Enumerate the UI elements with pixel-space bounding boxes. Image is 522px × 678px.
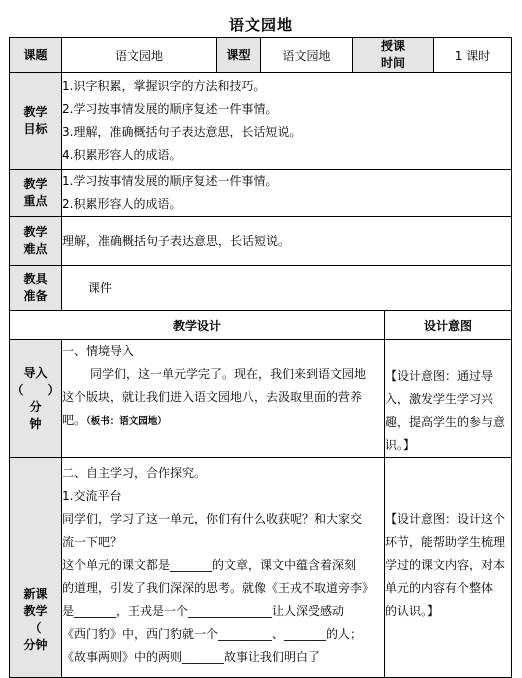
new-lesson-line: 流一下吧？: [62, 535, 123, 549]
focus-item: 2.积累形容人的成语。: [62, 197, 182, 211]
focus-item: 1.学习按事情发展的顺序复述一件事情。: [62, 174, 278, 188]
focus-label-line2: 重点: [23, 194, 48, 208]
tools-label-line1: 教具: [23, 272, 48, 286]
lesson-plan-table: [9, 37, 512, 678]
tools-label-line2: 准备: [23, 289, 48, 303]
new-lesson-row: [10, 458, 512, 678]
intro-line: 这个版块，就让我们进入语文园地八，去汲取里面的营养: [62, 390, 363, 404]
intro-intent-line: 【设计意图：通过导: [385, 369, 494, 383]
design-intent-header: 设计意图: [385, 311, 512, 340]
design-header-row: [10, 311, 512, 340]
new-lesson-intent-line: 的认识。】: [385, 604, 440, 618]
goal-item: 3.理解，准确概括句子表达意思，长话短说。: [62, 125, 302, 139]
new-lesson-intent-line: 环节，能帮助学生梳理: [385, 535, 506, 549]
focus-row: [10, 170, 512, 217]
intro-intent: [385, 340, 512, 458]
page-title: 语文园地: [228, 16, 293, 34]
new-lesson-intent: [385, 458, 512, 678]
period-label-line2: 时间: [381, 56, 406, 70]
intro-line-last: [62, 409, 384, 433]
new-lesson-label-line4: 分钟: [23, 638, 48, 652]
new-lesson-label-line2: 教学: [23, 604, 48, 618]
intro-label: [10, 340, 62, 458]
tools-text: 课件: [88, 280, 113, 295]
new-lesson-line: 《故事两则》中的两则_______故事让我们明白了: [62, 650, 321, 664]
intro-content: [62, 340, 385, 458]
difficulty-label: [10, 217, 62, 266]
period-value: 1 课时: [434, 38, 512, 73]
course-label: 课题: [10, 38, 62, 73]
period-label: [353, 38, 434, 73]
goals-label-line1: 教学: [23, 105, 48, 119]
goals-label: [10, 73, 62, 170]
new-lesson-line: 是_______，王戎是一个______________让人深受感动: [62, 604, 345, 618]
difficulty-row: [10, 217, 512, 266]
new-lesson-line: 同学们，学习了这一单元，你们有什么收获呢？和大家交: [62, 512, 363, 526]
new-lesson-intent-line: 单元的内容有个整体: [385, 581, 494, 595]
new-lesson-line: 这个单元的课文都是_______的文章，课文中蕴含着深刻: [62, 558, 357, 572]
goals-content: [62, 73, 512, 170]
focus-label: [10, 170, 62, 217]
tools-row: [10, 266, 512, 311]
intro-intent-line: 入，激发学生学习兴: [385, 392, 494, 406]
new-lesson-intent-line: 【设计意图：设计这个: [385, 512, 506, 526]
tools-content: [62, 266, 512, 311]
goal-item: 2.学习按事情发展的顺序复述一件事情。: [62, 102, 278, 116]
difficulty-text: 理解，准确概括句子表达意思，长话短说。: [62, 233, 291, 248]
goals-row: [10, 73, 512, 170]
course-value: 语文园地: [62, 38, 217, 73]
new-lesson-label: [10, 458, 62, 678]
goal-item: 4.积累形容人的成语。: [62, 148, 182, 162]
new-lesson-line: 《西门豹》中，西门豹就一个_________、_______的人；: [62, 627, 363, 641]
intro-label-line2: （ ）分: [11, 382, 60, 414]
intro-heading: 一、情境导入: [62, 344, 135, 358]
focus-content: [62, 170, 512, 217]
focus-label-line1: 教学: [23, 177, 48, 191]
period-label-line1: 授课: [381, 39, 406, 53]
new-lesson-label-line3: （: [29, 621, 42, 635]
intro-label-line3: 钟: [29, 416, 42, 431]
new-lesson-label-line1: 新课: [23, 587, 48, 601]
difficulty-label-line1: 教学: [23, 225, 48, 239]
board-note: （板书：语文园地）: [86, 416, 167, 427]
difficulty-content: [62, 217, 512, 266]
new-lesson-line: 1.交流平台: [62, 489, 122, 503]
new-lesson-line: 的道理，引发了我们深深的思考。就像《王戎不取道旁李》: [62, 581, 375, 595]
goal-item: 1.识字积累，掌握识字的方法和技巧。: [62, 79, 266, 93]
teaching-design-header: 教学设计: [10, 311, 385, 340]
new-lesson-heading: 二、自主学习，合作探究。: [62, 466, 207, 480]
header-row: [10, 38, 512, 73]
difficulty-label-line2: 难点: [23, 242, 48, 256]
intro-label-line1: 导入: [23, 365, 48, 380]
tools-label: [10, 266, 62, 311]
new-lesson-content: [62, 458, 385, 678]
intro-row: [10, 340, 512, 458]
intro-last-text: 吧。: [62, 413, 87, 427]
type-label: 课型: [217, 38, 261, 73]
goals-label-line2: 目标: [23, 122, 48, 136]
new-lesson-intent-line: 学过的课文内容，对本: [385, 558, 506, 572]
type-value: 语文园地: [261, 38, 353, 73]
intro-intent-line: 识。】: [385, 438, 416, 452]
intro-intent-line: 趣，提高学生的参与意: [385, 415, 506, 429]
intro-line: 同学们，这一单元学完了。现在，我们来到语文园地: [90, 367, 367, 381]
